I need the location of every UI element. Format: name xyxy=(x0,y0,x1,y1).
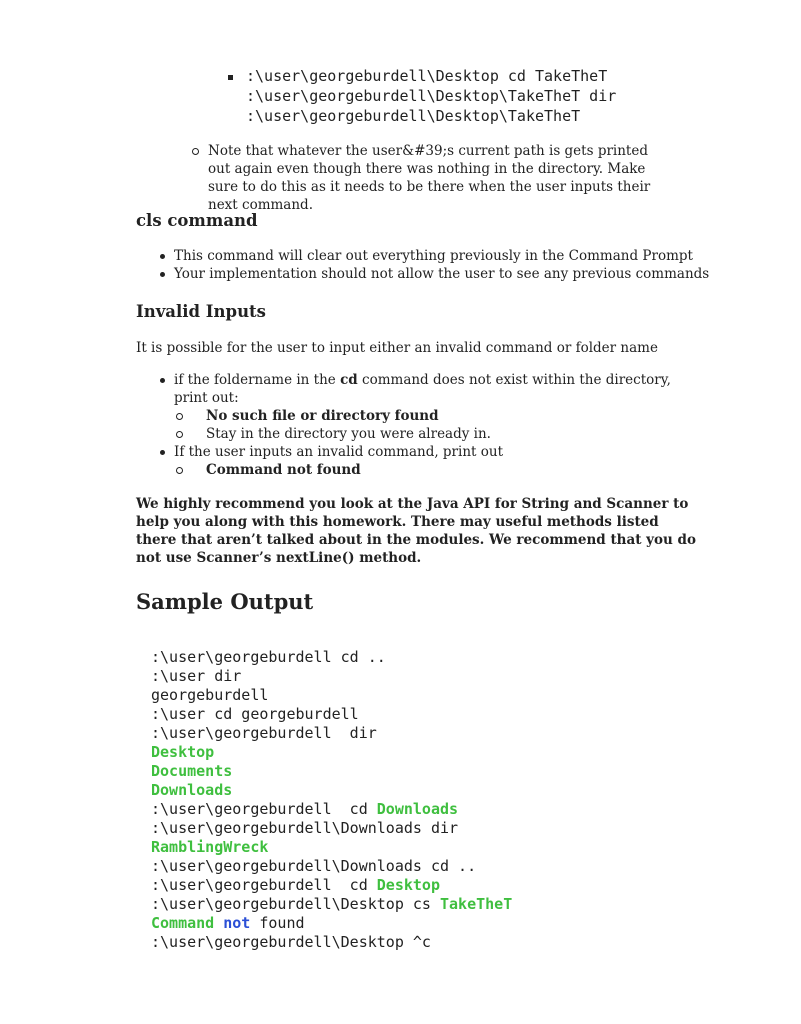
list-item: if the foldername in the cd command does not exist within the directory, print out: No such file or directory found Stay in the directory you were already in. xyxy=(158,371,678,443)
square-bullet-icon xyxy=(228,75,233,80)
invalid-list xyxy=(158,371,678,479)
list-item: This command will clear out everything previously in the Command Prompt xyxy=(158,247,718,265)
output-segment: :\user\georgeburdell\Downloads cd .. xyxy=(151,857,477,875)
output-segment: TakeTheT xyxy=(439,895,513,913)
code-line: :\user\georgeburdell\Desktop\TakeTheT dir xyxy=(246,87,617,105)
output-segment: Downloads xyxy=(376,800,459,818)
output-line xyxy=(151,838,512,857)
output-segment: not xyxy=(223,914,251,932)
output-segment xyxy=(214,914,223,932)
output-segment: :\user\georgeburdell\Downloads dir xyxy=(151,819,459,837)
output-segment: :\user cd georgeburdell xyxy=(151,705,359,723)
sub-list-item xyxy=(174,407,678,425)
output-line xyxy=(151,781,512,800)
output-segment: :\user\georgeburdell\Desktop cs xyxy=(151,895,440,913)
output-line xyxy=(151,686,512,705)
recommendation-paragraph: We highly recommend you look at the Java API for String and Scanner to help you along with this homework. There may useful methods listed there that aren’t talked about in the modules. We recommend that you do not use Scanner’s nextLine() method. xyxy=(136,496,696,566)
code-example-block xyxy=(226,66,616,126)
note-text: Note that whatever the user&#39;s current path is gets printed out again even though there was nothing in the directory. Make sure to do this as it needs to be there when the user inputs their next command. xyxy=(208,143,651,213)
invalid-inputs-heading: Invalid Inputs xyxy=(136,302,266,321)
output-line xyxy=(151,933,512,952)
sub-list-item xyxy=(174,461,678,479)
output-segment: georgeburdell xyxy=(151,686,269,704)
output-segment: found xyxy=(250,914,305,932)
output-line xyxy=(151,800,512,819)
output-line xyxy=(151,724,512,743)
output-line xyxy=(151,705,512,724)
output-line xyxy=(151,895,512,914)
output-segment: RamblingWreck xyxy=(151,838,269,856)
output-segment: :\user dir xyxy=(151,667,242,685)
output-line xyxy=(151,667,512,686)
cd-keyword: cd xyxy=(340,372,358,388)
output-line xyxy=(151,743,512,762)
error-message: No such file or directory found xyxy=(206,408,439,424)
circle-bullet-icon xyxy=(192,148,199,155)
sample-output-block xyxy=(151,648,512,952)
output-segment: :\user\georgeburdell cd xyxy=(151,876,377,894)
output-segment: Documents xyxy=(151,762,233,780)
sample-output-heading: Sample Output xyxy=(136,589,314,614)
output-line xyxy=(151,819,512,838)
output-segment: Desktop xyxy=(151,743,215,761)
output-line xyxy=(151,857,512,876)
output-segment: :\user\georgeburdell cd .. xyxy=(151,648,386,666)
output-line xyxy=(151,876,512,895)
output-segment: :\user\georgeburdell dir xyxy=(151,724,377,742)
invalid-intro: It is possible for the user to input either an invalid command or folder name xyxy=(136,340,658,356)
list-item: Your implementation should not allow the user to see any previous commands xyxy=(158,265,718,283)
circle-bullet-icon xyxy=(176,413,183,420)
output-segment: :\user\georgeburdell\Desktop ^c xyxy=(151,933,431,951)
output-line xyxy=(151,914,512,933)
cls-heading: cls command xyxy=(136,211,258,230)
output-segment: :\user\georgeburdell cd xyxy=(151,800,377,818)
circle-bullet-icon xyxy=(176,467,183,474)
code-line: :\user\georgeburdell\Desktop\TakeTheT xyxy=(246,107,581,125)
output-line xyxy=(151,762,512,781)
list-item: If the user inputs an invalid command, print out Command not found xyxy=(158,443,678,479)
circle-bullet-icon xyxy=(176,431,183,438)
path-note xyxy=(192,142,672,214)
code-line: :\user\georgeburdell\Desktop cd TakeTheT xyxy=(246,67,608,85)
output-segment: Downloads xyxy=(151,781,233,799)
output-line xyxy=(151,648,512,667)
error-message: Command not found xyxy=(206,462,361,478)
sub-list-item: Stay in the directory you were already in. xyxy=(174,425,678,443)
output-segment: Command xyxy=(151,914,215,932)
cls-list xyxy=(158,247,718,283)
output-segment: Desktop xyxy=(376,876,440,894)
